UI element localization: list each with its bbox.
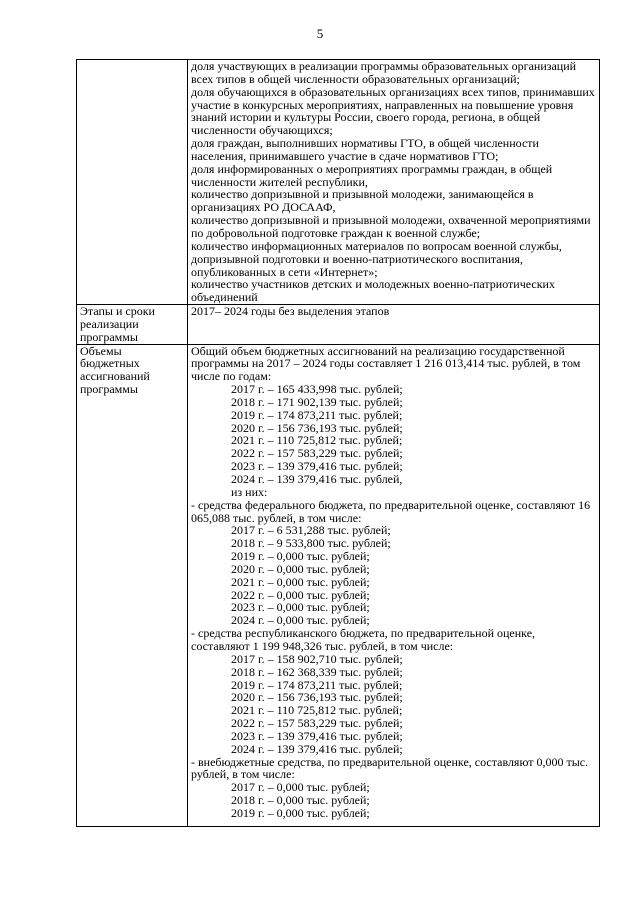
page-number: 5 <box>316 26 324 41</box>
total-year-line: 2019 г. – 174 873,211 тыс. рублей; <box>231 407 403 422</box>
extra-year-line: 2017 г. – 0,000 тыс. рублей; <box>231 780 370 795</box>
funding-label: Объемы бюджетных ассигнований программы <box>77 344 188 826</box>
total-year-line: 2018 г. – 171 902,139 тыс. рублей; <box>231 394 403 409</box>
federal-year-line: 2024 г. – 0,000 тыс. рублей; <box>231 613 370 628</box>
stages-value: 2017– 2024 годы без выделения этапов <box>188 305 600 345</box>
federal-year-line: 2019 г. – 0,000 тыс. рублей; <box>231 549 370 564</box>
republic-year-line: 2017 г. – 158 902,710 тыс. рублей; <box>231 651 403 666</box>
extra-budget-text: - внебюджетные средства, по предварительной оценке, составляют 0,000 тыс. рублей, в том числе: <box>191 754 589 782</box>
of-which-label: из них: <box>231 484 268 499</box>
total-year-line: 2024 г. – 139 379,416 тыс. рублей, <box>231 472 403 486</box>
indicators-value-cell <box>188 60 600 305</box>
federal-year-line: 2020 г. – 0,000 тыс. рублей; <box>231 561 370 576</box>
republic-year-line: 2021 г. – 110 725,812 тыс. рублей; <box>231 703 403 718</box>
federal-year-line: 2022 г. – 0,000 тыс. рублей; <box>231 587 370 602</box>
total-year-line: 2017 г. – 165 433,998 тыс. рублей; <box>231 382 403 397</box>
republic-year-line: 2018 г. – 162 368,339 тыс. рублей; <box>231 664 403 679</box>
total-year-line: 2023 г. – 139 379,416 тыс. рублей; <box>231 459 403 474</box>
indicator-item: количество допризывной и призывной молодежи, занимающейся в организациях РО ДОСААФ, <box>191 187 534 215</box>
indicator-item: доля граждан, выполнивших нормативы ГТО, в общей численности населения, принимавшего участие в сдаче нормативов ГТО; <box>191 136 539 163</box>
stages-label: Этапы и сроки реализации программы <box>77 305 188 345</box>
program-passport-table <box>76 59 600 827</box>
federal-year-line: 2018 г. – 9 533,800 тыс. рублей; <box>231 536 391 551</box>
total-year-line: 2022 г. – 157 583,229 тыс. рублей; <box>231 446 403 461</box>
republic-year-line: 2024 г. – 139 379,416 тыс. рублей; <box>231 741 403 756</box>
indicator-item: количество участников детских и молодежных военно-патриотических объединений <box>191 277 555 305</box>
extra-year-line: 2018 г. – 0,000 тыс. рублей; <box>231 793 370 808</box>
indicator-item: количество допризывной и призывной молодежи, охваченной мероприятиями по добровольной подготовке граждан к военной службе; <box>191 213 591 240</box>
federal-budget-text: - средства федерального бюджета, по предварительной оценке, составляют 16 065,088 тыс. рублей, в том числе: <box>191 497 591 525</box>
extra-year-line: 2019 г. – 0,000 тыс. рублей; <box>231 805 370 820</box>
republic-year-line: 2019 г. – 174 873,211 тыс. рублей; <box>231 677 403 692</box>
funding-value-cell <box>188 344 600 826</box>
funding-row <box>77 344 600 826</box>
funding-total-text: Общий объем бюджетных ассигнований на реализацию государственной программы на 2017 – 2024 годы составляет 1 216 013,414 тыс. рублей, в том числе по годам: <box>191 343 581 384</box>
republic-year-line: 2022 г. – 157 583,229 тыс. рублей; <box>231 716 403 731</box>
indicator-item: доля обучающихся в образовательных организациях всех типов, принимавших участие в конкурсных мероприятиях, направленных на повышение уровня знаний истории и культуры России, своего города, региона, в общей численности обучающихся; <box>191 84 595 138</box>
total-year-line: 2020 г. – 156 736,193 тыс. рублей; <box>231 420 403 435</box>
federal-year-line: 2023 г. – 0,000 тыс. рублей; <box>231 600 370 615</box>
republic-budget-text: - средства республиканского бюджета, по предварительной оценке, составляют 1 199 948,326 тыс. рублей, в том числе: <box>191 626 536 653</box>
republic-year-line: 2020 г. – 156 736,193 тыс. рублей; <box>231 690 403 705</box>
total-year-line: 2021 г. – 110 725,812 тыс. рублей; <box>231 433 403 448</box>
federal-year-line: 2017 г. – 6 531,288 тыс. рублей; <box>231 523 391 538</box>
indicators-label-cell <box>77 60 188 305</box>
indicator-item: доля участвующих в реализации программы образовательных организаций всех типов в общей численности образовательных организаций; <box>191 59 577 86</box>
federal-year-line: 2021 г. – 0,000 тыс. рублей; <box>231 574 370 589</box>
republic-year-line: 2023 г. – 139 379,416 тыс. рублей; <box>231 728 403 743</box>
indicator-item: доля информированных о мероприятиях программы граждан, в общей численности жителей республики, <box>191 161 553 189</box>
indicator-item: количество информационных материалов по вопросам военной службы, допризывной подготовки и военно-патриотического воспитания, опубликованных в сети «Интернет»; <box>191 238 562 279</box>
indicators-row <box>77 60 600 305</box>
cell-bottom-spacer <box>191 820 596 826</box>
stages-row <box>77 305 600 345</box>
